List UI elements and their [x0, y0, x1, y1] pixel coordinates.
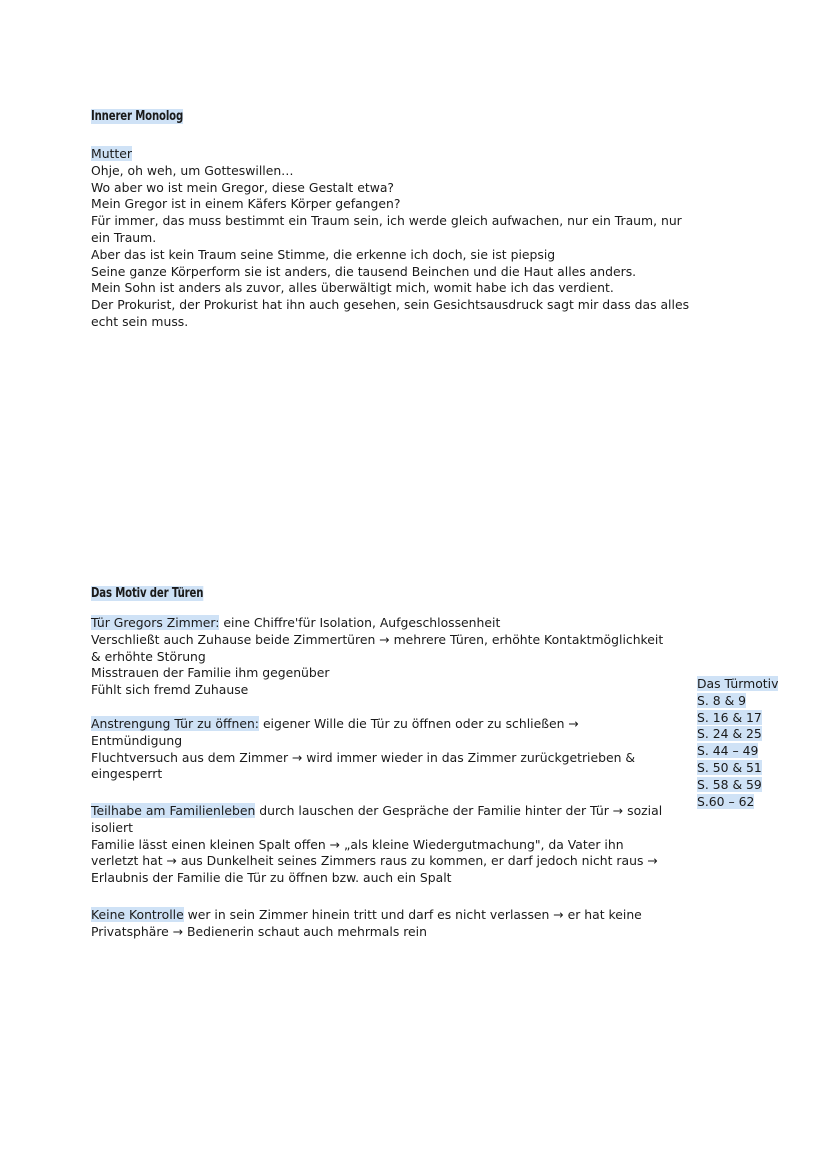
- monolog-line: Seine ganze Körperform sie ist anders, die tausend Beinchen und die Haut alles anders.: [91, 263, 637, 279]
- page-reference: S.60 – 62: [697, 793, 755, 809]
- monolog-line: Wo aber wo ist mein Gregor, diese Gestalt etwa?: [91, 179, 395, 195]
- paragraph-line: Verschließt auch Zuhause beide Zimmertüren → mehrere Türen, erhöhte Kontaktmöglichkeit: [91, 631, 664, 647]
- monolog-heading: Innerer Monolog: [91, 109, 184, 124]
- speaker-label: Mutter: [91, 146, 132, 161]
- monolog-line: Aber das ist kein Traum seine Stimme, die erkenne ich doch, sie ist piepsig: [91, 246, 556, 262]
- monolog-line: Für immer, das muss bestimmt ein Traum sein, ich werde gleich aufwachen, nur ein Traum, nur: [91, 213, 682, 229]
- motiv-paragraph-2: Anstrengung Tür zu öffnen: eigener Wille die Tür zu öffnen oder zu schließen → Entmündigung Fluchtversuch aus dem Zimmer → wird immer wieder in das Zimmer zurückgetrieben & eingesperrt: [91, 716, 691, 783]
- paragraph-line: Fluchtversuch aus dem Zimmer → wird immer wieder in das Zimmer zurückgetrieben &: [91, 749, 636, 765]
- sidebar-title: Das Türmotiv: [697, 676, 779, 691]
- keyword: Teilhabe am Familienleben: [91, 803, 256, 818]
- paragraph-line: verletzt hat → aus Dunkelheit seines Zimmers raus zu kommen, er darf jedoch nicht raus →: [91, 853, 658, 869]
- paragraph-line: Erlaubnis der Familie die Tür zu öffnen bzw. auch ein Spalt: [91, 870, 452, 886]
- page-reference: S. 44 – 49: [697, 743, 759, 759]
- keyword: Tür Gregors Zimmer:: [91, 615, 220, 630]
- page-reference: S. 58 & 59: [697, 776, 762, 792]
- paragraph-line: eingesperrt: [91, 766, 163, 782]
- page-reference: S. 16 & 17: [697, 709, 762, 725]
- monolog-line: Mein Sohn ist anders als zuvor, alles überwältigt mich, womit habe ich das verdient.: [91, 280, 614, 296]
- motiv-paragraph-4: Keine Kontrolle wer in sein Zimmer hinein tritt und darf es nicht verlassen → er hat keine Privatsphäre → Bedienerin schaut auch mehrmals rein: [91, 907, 691, 941]
- motiv-paragraph-1: Tür Gregors Zimmer: eine Chiffre'für Isolation, Aufgeschlossenheit Verschließt auch Zuhause beide Zimmertüren → mehrere Türen, erhöhte Kontaktmöglichkeit & erhöhte Störung Misstrauen der Familie ihm gegenüber Fühlt sich fremd Zuhause: [91, 615, 691, 699]
- monolog-line: Der Prokurist, der Prokurist hat ihn auch gesehen, sein Gesichtsausdruck sagt mir dass das alles: [91, 297, 690, 313]
- page-reference: S. 24 & 25: [697, 726, 762, 742]
- paragraph-line: Entmündigung: [91, 732, 183, 748]
- page-reference: S. 50 & 51: [697, 759, 762, 775]
- page-reference: S. 8 & 9: [697, 692, 747, 708]
- paragraph-line: isoliert: [91, 819, 133, 835]
- keyword: Anstrengung Tür zu öffnen:: [91, 716, 259, 731]
- monolog-line: ein Traum.: [91, 229, 157, 245]
- paragraph-line: Privatsphäre → Bedienerin schaut auch mehrmals rein: [91, 923, 427, 939]
- paragraph-line: Familie lässt einen kleinen Spalt offen → „als kleine Wiedergutmachung", da Vater ihn: [91, 836, 624, 852]
- monolog-line: echt sein muss.: [91, 313, 189, 329]
- paragraph-line: Fühlt sich fremd Zuhause: [91, 682, 249, 698]
- tuermotiv-sidebar: [697, 676, 778, 810]
- motiv-heading: Das Motiv der Türen: [91, 586, 204, 601]
- motiv-paragraph-3: Teilhabe am Familienleben durch lauschen der Gespräche der Familie hinter der Tür → sozial isoliert Familie lässt einen kleinen Spalt offen → „als kleine Wiedergutmachung", da Vater ihn verletzt hat → aus Dunkelheit seines Zimmers raus zu kommen, er darf jedoch nicht raus → Erlaubnis der Familie die Tür zu öffnen bzw. auch ein Spalt: [91, 803, 691, 887]
- monolog-line: Ohje, oh weh, um Gotteswillen…: [91, 162, 294, 178]
- monolog-line: Mein Gregor ist in einem Käfers Körper gefangen?: [91, 196, 401, 212]
- keyword: Keine Kontrolle: [91, 907, 184, 922]
- paragraph-line: & erhöhte Störung: [91, 648, 206, 664]
- paragraph-line: Misstrauen der Familie ihm gegenüber: [91, 665, 330, 681]
- monolog-text: [91, 146, 691, 331]
